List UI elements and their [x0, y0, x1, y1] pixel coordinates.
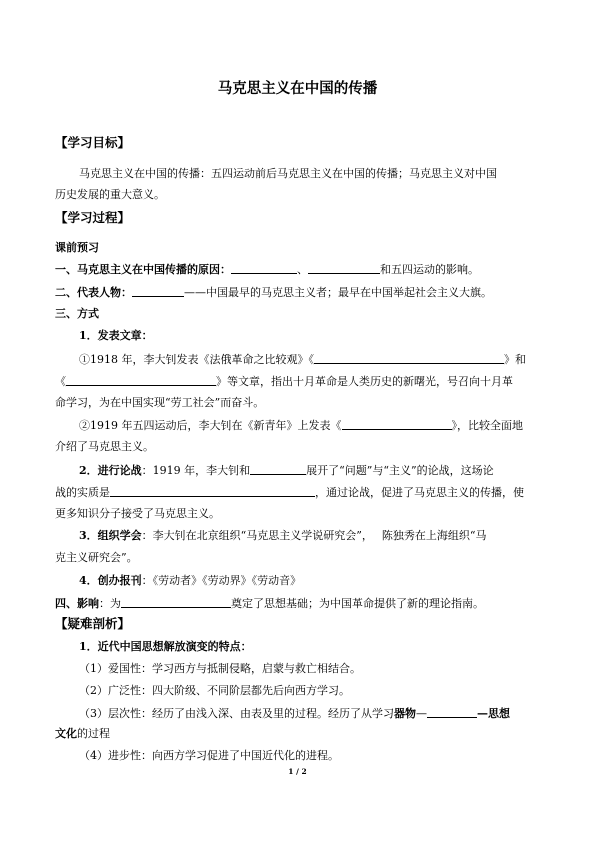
method-1-paragraph-a-line2 [55, 374, 513, 389]
text-span: ：《劳动者》《劳动界》《劳动音》 [141, 574, 302, 587]
goal-text-line2: 历史发展的重大意义。 [55, 188, 165, 201]
method-3-line2: 克主义研究会”。 [55, 551, 138, 564]
section-heading-process: 【学习过程】 [55, 210, 131, 225]
method-2-line2 [55, 485, 524, 500]
document-title: 马克思主义在中国的传播 [217, 80, 378, 97]
fill-blank[interactable] [342, 418, 452, 430]
fill-blank[interactable] [132, 285, 184, 297]
question-2-tail: ——中国最早的马克思主义者；最早在中国举起社会主义大旗。 [184, 286, 492, 299]
method-3-line1 [79, 529, 487, 543]
section-heading-goals: 【学习目标】 [55, 135, 131, 150]
method-2-line3: 更多知识分子接受了马克思主义。 [55, 507, 220, 520]
question-1-separator: 、 [297, 263, 308, 276]
question-1-tail: 和五四运动的影响。 [380, 263, 479, 276]
fill-blank[interactable] [121, 596, 231, 608]
page-number: 1 / 2 [288, 767, 307, 776]
fill-blank[interactable] [110, 485, 315, 497]
text-span: 《 [55, 375, 66, 388]
text-span: ②1919 年五四运动后，李大钊在《新青年》上发表《 [79, 419, 342, 432]
question-1 [55, 262, 479, 277]
fill-blank[interactable] [231, 262, 297, 274]
text-span: 战的实质是 [55, 486, 110, 499]
method-2-line1 [79, 463, 494, 478]
goal-text-line1: 马克思主义在中国的传播：五四运动前后马克思主义在中国的传播；马克思主义对中国 [79, 167, 497, 180]
fill-blank[interactable] [308, 262, 380, 274]
text-span: 》等文章，指出十月革命是人类历史的新曙光，号召向十月革 [216, 375, 513, 388]
question-2 [55, 285, 492, 300]
question-2-label: 二、代表人物： [55, 286, 132, 299]
method-1-paragraph-b-line2: 介绍了马克思主义。 [55, 440, 154, 453]
analysis-item-4: （4）进步性：向西方学习促进了中国近代化的进程。 [79, 749, 339, 762]
analysis-item-3-line1 [79, 706, 510, 721]
method-2-label: 2．进行论战 [79, 464, 142, 477]
text-span: 展开了“问题”与“主义”的论战，这场论 [306, 464, 494, 477]
analysis-item-2: （2）广泛性：四大阶级、不同阶层都先后向西方学习。 [79, 684, 350, 697]
text-span: ：为 [99, 597, 121, 610]
bold-span: 器物 [394, 707, 416, 720]
text-span: 》和 [504, 353, 526, 366]
preview-label: 课前预习 [55, 241, 99, 254]
method-4-label: 4．创办报刊 [79, 574, 142, 587]
analysis-item-3-line2 [55, 727, 110, 741]
text-span: （3）层次性：经历了由浅入深、由表及里的过程。经历了从学习 [79, 707, 394, 720]
method-3-label: 3．组织学会 [79, 529, 142, 542]
question-3-label: 三、方式 [55, 307, 99, 320]
text-span: 奠定了思想基础；为中国革命提供了新的理论指南。 [231, 597, 484, 610]
text-span: ，通过论战，促进了马克思主义的传播，使 [315, 486, 524, 499]
method-1-label: 1．发表文章： [79, 329, 153, 342]
bold-span: —思想 [477, 707, 510, 720]
analysis-point-1: 1．近代中国思想解放演变的特点： [79, 640, 252, 653]
method-1-paragraph-a-line1 [79, 352, 526, 367]
text-span: 》，比较全面地 [451, 419, 523, 432]
method-4 [79, 574, 301, 588]
question-1-label: 一、马克思主义在中国传播的原因： [55, 263, 231, 276]
section-heading-analysis: 【疑难剖析】 [55, 616, 131, 631]
method-1-paragraph-b-line1 [79, 418, 523, 433]
text-span: ①1918 年，李大钊发表《法俄革命之比较观》《 [79, 353, 314, 366]
fill-blank[interactable] [250, 463, 306, 475]
text-span: ：1919 年，李大钊和 [141, 464, 251, 477]
method-1-paragraph-a-line3: 命学习，为在中国实现“劳工社会”而奋斗。 [55, 396, 265, 409]
fill-blank[interactable] [66, 374, 216, 386]
fill-blank[interactable] [427, 706, 477, 718]
question-4-label: 四、影响 [55, 597, 99, 610]
bold-span: 文化 [55, 727, 77, 740]
text-span: ：李大钊在北京组织“马克思主义学说研究会”， 陈独秀在上海组织“马 [141, 529, 487, 542]
fill-blank[interactable] [314, 352, 504, 364]
text-span: 的过程 [77, 727, 110, 740]
analysis-item-1: （1）爱国性：学习西方与抵制侵略，启蒙与救亡相结合。 [79, 662, 361, 675]
text-span: — [416, 707, 427, 720]
question-4 [55, 596, 484, 611]
